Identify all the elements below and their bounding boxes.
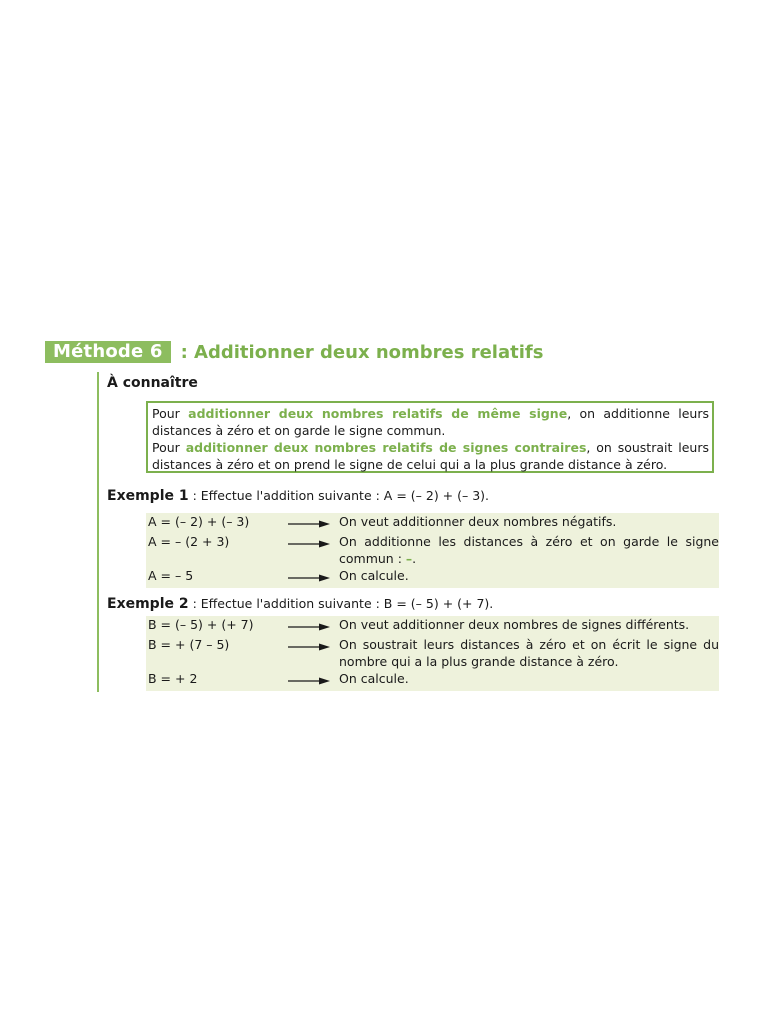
rule-paragraph-opposite-sign (152, 439, 709, 473)
rule-paragraph-same-sign (152, 405, 709, 439)
example-1-table (146, 513, 719, 588)
table-row (146, 533, 719, 567)
example-label: Exemple 2 (107, 596, 189, 612)
arrow-right-icon (288, 636, 336, 670)
explanation: On soustrait leurs distances à zéro et on écrit le signe du nombre qui a la plus grande distance à zéro. (339, 637, 719, 669)
common-sign: – (405, 551, 413, 566)
example-2-table (146, 616, 719, 691)
section-heading: À connaître (107, 375, 198, 391)
explanation: On calcule. (339, 671, 409, 686)
rule-highlight: additionner deux nombres relatifs de même signe (188, 406, 568, 421)
explanation: On calcule. (339, 568, 409, 583)
arrow-right-icon (288, 513, 336, 533)
arrow-right-icon (288, 533, 336, 567)
rule-box (146, 401, 714, 473)
rule-text: , on additionne leurs distances à zéro et on garde le signe commun. (152, 406, 710, 438)
arrow-right-icon (288, 670, 336, 690)
method-header (45, 340, 543, 364)
example-1-title (107, 488, 489, 504)
arrow-right-icon (288, 567, 336, 587)
example-statement: : Effectue l'addition suivante : B = (– 5) + (+ 7). (188, 596, 494, 611)
table-row (146, 567, 719, 587)
rule-text: Pour (152, 406, 189, 421)
expression: A = (– 2) + (– 3) (148, 514, 250, 529)
example-2-title (107, 596, 493, 612)
rule-text: , on soustrait leurs distances à zéro et on prend le signe de celui qui a la plus grande distance à zéro. (152, 440, 710, 472)
example-label: Exemple 1 (107, 488, 189, 504)
explanation: On veut additionner deux nombres de signes différents. (339, 617, 690, 632)
explanation: On veut additionner deux nombres négatifs. (339, 514, 617, 529)
method-tag: Méthode 6 (45, 341, 171, 363)
explanation (336, 533, 719, 567)
rule-text: Pour (152, 440, 186, 455)
expression: A = – (2 + 3) (148, 534, 230, 549)
example-statement: : Effectue l'addition suivante : A = (– 2) + (– 3). (188, 488, 490, 503)
rule-highlight: additionner deux nombres relatifs de signes contraires (185, 440, 587, 455)
table-row (146, 513, 719, 533)
explanation-text: On additionne les distances à zéro et on garde le signe commun : (339, 534, 719, 566)
left-margin-rule (97, 372, 99, 692)
arrow-right-icon (288, 616, 336, 636)
table-row (146, 616, 719, 636)
explanation-end: . (412, 551, 417, 566)
expression: B = (– 5) + (+ 7) (148, 617, 254, 632)
method-title: : Additionner deux nombres relatifs (180, 341, 544, 363)
expression: A = – 5 (148, 568, 194, 583)
expression: B = + 2 (148, 671, 198, 686)
table-row (146, 636, 719, 670)
table-row (146, 670, 719, 690)
expression: B = + (7 – 5) (148, 637, 230, 652)
